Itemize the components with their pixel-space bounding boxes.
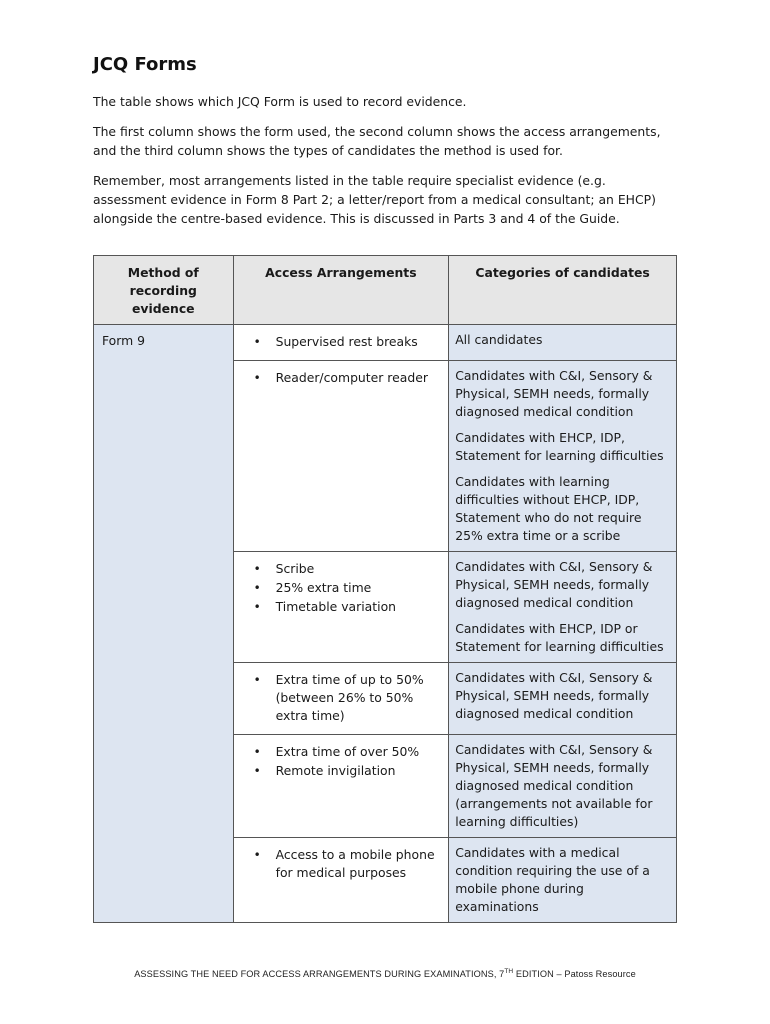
categories-cell	[449, 552, 677, 663]
category-text: Candidates with C&I, Sensory & Physical, SEMH needs, formally diagnosed medical condition	[455, 559, 653, 610]
arrangements-cell	[233, 838, 449, 923]
arrangement-item	[244, 743, 443, 761]
arrangements-list	[244, 743, 443, 780]
header-method: Method of recording evidence	[94, 256, 234, 325]
arrangement-text: Extra time of up to 50% (between 26% to 50% extra time)	[275, 672, 424, 723]
arrangement-item	[244, 560, 443, 578]
footer-superscript: TH	[504, 968, 514, 975]
bullet-icon: •	[253, 673, 261, 687]
arrangement-item	[244, 598, 443, 616]
jcq-forms-table	[93, 255, 677, 923]
category-text: Candidates with learning difficulties without EHCP, IDP, Statement who do not require 25% extra time or a scribe	[455, 474, 642, 543]
arrangement-text: Supervised rest breaks	[275, 334, 418, 349]
categories-cell	[449, 838, 677, 923]
arrangements-list	[244, 560, 443, 616]
form-cell: Form 9	[94, 325, 234, 923]
bullet-icon: •	[253, 764, 261, 778]
categories-cell	[449, 735, 677, 838]
header-categories: Categories of candidates	[449, 256, 677, 325]
footer-text-end: EDITION – Patoss Resource	[513, 969, 636, 980]
arrangement-item	[244, 846, 443, 882]
header-access-arrangements: Access Arrangements	[233, 256, 449, 325]
table-header-row	[94, 256, 677, 325]
bullet-icon: •	[253, 371, 261, 385]
bullet-icon: •	[253, 600, 261, 614]
bullet-icon: •	[253, 581, 261, 595]
arrangement-text: Timetable variation	[275, 599, 397, 614]
arrangements-cell	[233, 325, 449, 361]
arrangement-text: Access to a mobile phone for medical purposes	[275, 847, 435, 880]
category-text: Candidates with C&I, Sensory & Physical, SEMH needs, formally diagnosed medical condition	[455, 670, 653, 721]
arrangement-text: Remote invigilation	[275, 763, 396, 778]
arrangement-item	[244, 333, 443, 351]
category-text: All candidates	[455, 332, 543, 347]
arrangements-list	[244, 333, 443, 351]
arrangements-cell	[233, 552, 449, 663]
bullet-icon: •	[253, 745, 261, 759]
page-footer	[0, 968, 770, 979]
category-text: Candidates with EHCP, IDP or Statement for learning difficulties	[455, 621, 664, 654]
intro-paragraph-3: Remember, most arrangements listed in the table require specialist evidence (e.g. assessment evidence in Form 8 Part 2; a letter/report from a medical consultant; an EHCP) alongside the centre-based evidence. This is discussed in Parts 3 and 4 of the Guide.	[93, 173, 656, 226]
category-text: Candidates with C&I, Sensory & Physical, SEMH needs, formally diagnosed medical condition	[455, 368, 653, 419]
arrangement-text: Reader/computer reader	[275, 370, 428, 385]
arrangement-text: Scribe	[275, 561, 315, 576]
bullet-icon: •	[253, 562, 261, 576]
arrangement-text: Extra time of over 50%	[275, 744, 420, 759]
arrangement-item	[244, 369, 443, 387]
categories-cell	[449, 325, 677, 361]
arrangement-item	[244, 671, 443, 725]
table-row	[94, 325, 677, 361]
arrangements-cell	[233, 663, 449, 735]
arrangement-text: 25% extra time	[275, 580, 372, 595]
categories-cell	[449, 361, 677, 552]
category-text: Candidates with a medical condition requiring the use of a mobile phone during examinations	[455, 845, 650, 914]
intro-paragraph-1: The table shows which JCQ Form is used to record evidence.	[93, 94, 467, 109]
bullet-icon: •	[253, 335, 261, 349]
category-text: Candidates with EHCP, IDP, Statement for learning difficulties	[455, 430, 664, 463]
arrangements-cell	[233, 361, 449, 552]
footer-text: ASSESSING THE NEED FOR ACCESS ARRANGEMENTS DURING EXAMINATIONS, 7	[134, 969, 505, 980]
bullet-icon: •	[253, 848, 261, 862]
page-title: JCQ Forms	[93, 54, 197, 75]
arrangements-list	[244, 671, 443, 725]
arrangement-item	[244, 762, 443, 780]
arrangements-cell	[233, 735, 449, 838]
category-text: Candidates with C&I, Sensory & Physical, SEMH needs, formally diagnosed medical condition (arrangements not available for learning difficulties)	[455, 742, 653, 829]
arrangements-list	[244, 369, 443, 387]
arrangement-item	[244, 579, 443, 597]
intro-paragraph-2: The first column shows the form used, the second column shows the access arrangements, and the third column shows the types of candidates the method is used for.	[93, 124, 661, 158]
arrangements-list	[244, 846, 443, 882]
categories-cell	[449, 663, 677, 735]
